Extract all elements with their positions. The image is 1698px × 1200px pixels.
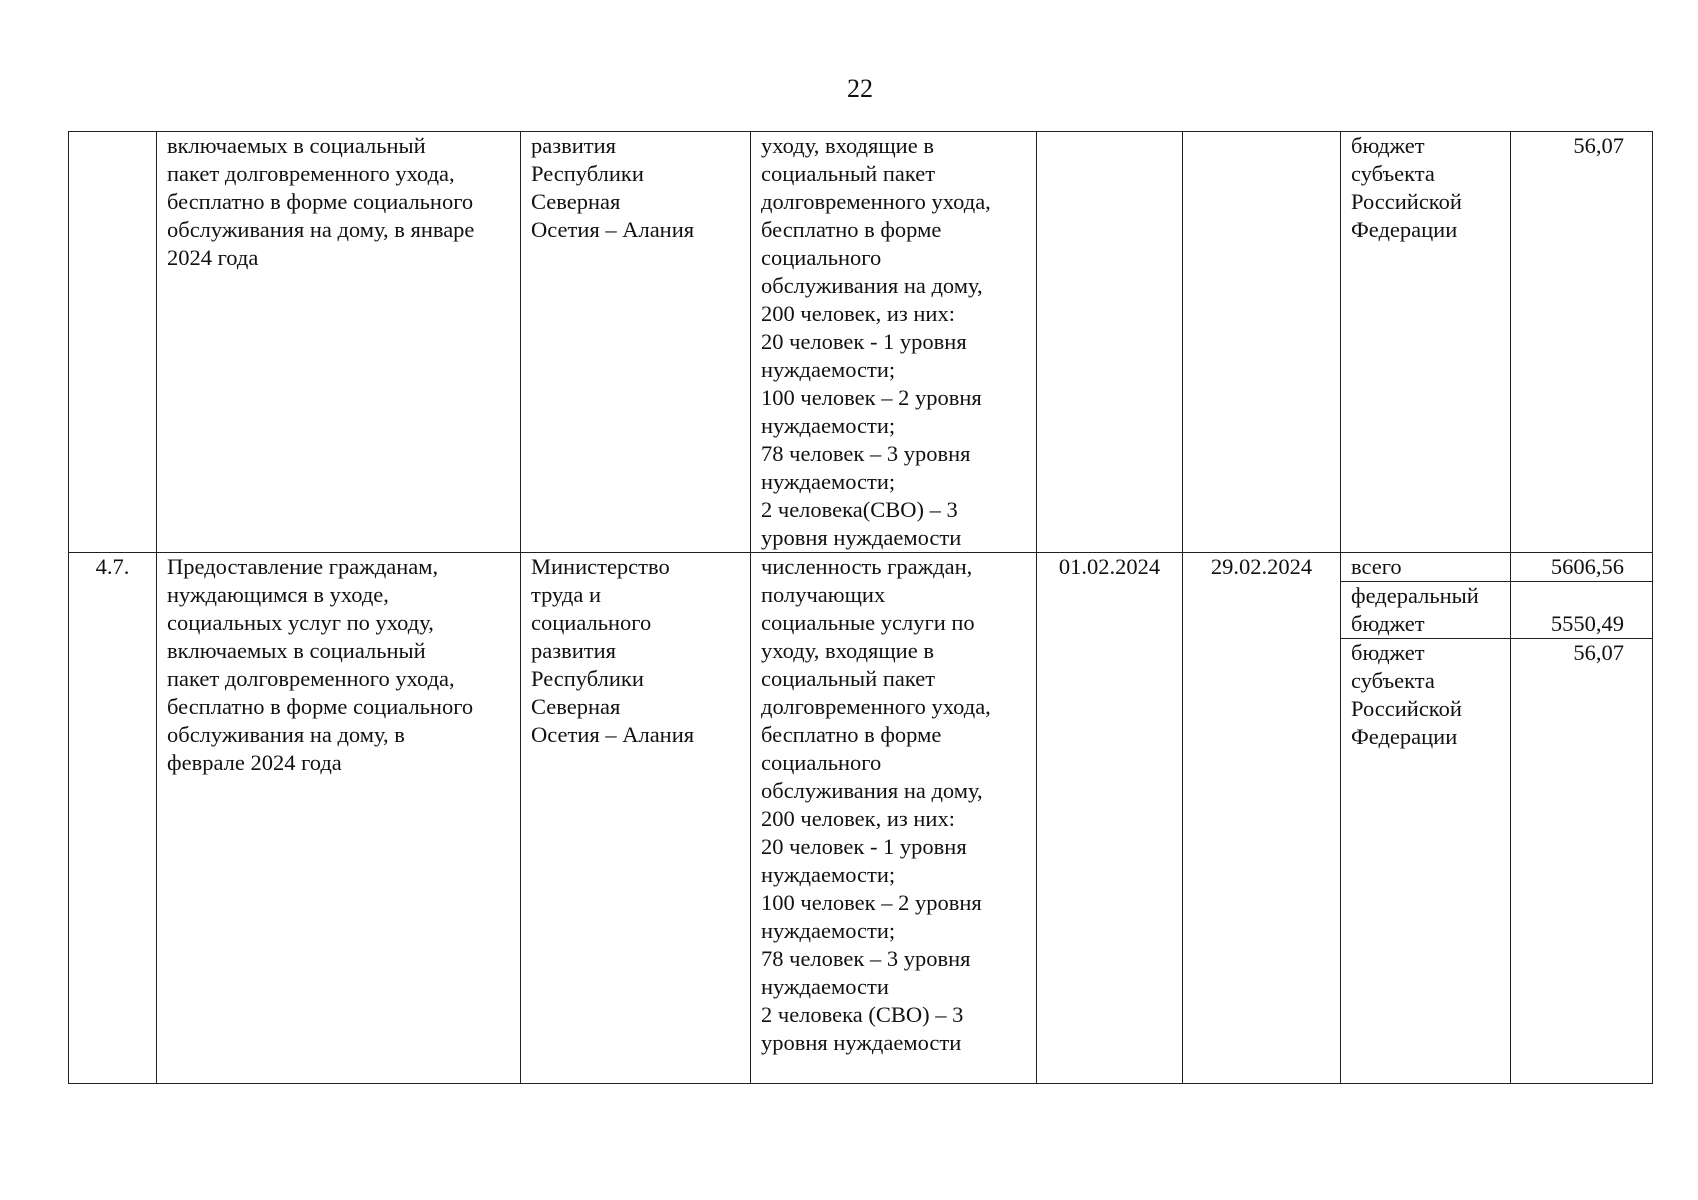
funding-amount: 56,07	[1511, 132, 1653, 553]
funding-source-regional: бюджет субъекта Российской Федерации	[1351, 640, 1462, 749]
row-number	[69, 132, 157, 553]
table-row	[69, 132, 1653, 553]
funding-source-total: всего	[1341, 553, 1510, 582]
funding-amount-federal-value: 5550,49	[1550, 611, 1624, 636]
indicator: численность граждан, получающих социальные услуги по уходу, входящие в социальный пакет долговременного ухода, бесплатно в форме социального обслуживания на дому, 200 человек, из них: 20 человек - 1 уровня нуждаемости; 100 человек – 2 уровня нуждаемости; 78 человек – 3 уровня нуждаемости 2 человека (СВО) – 3 уровня нуждаемости	[751, 553, 1037, 1084]
funding-amount-total: 5606,56	[1511, 553, 1652, 582]
executor: развития Республики Северная Осетия – Алания	[521, 132, 751, 553]
event-description: Предоставление гражданам, нуждающимся в уходе, социальных услуг по уходу, включаемых в социальный пакет долговременного ухода, бесплатно в форме социального обслуживания на дому, в феврале 2024 года	[157, 553, 521, 1084]
funding-amount-regional: 56,07	[1573, 640, 1624, 665]
funding-amount-federal	[1511, 582, 1652, 639]
indicator: уходу, входящие в социальный пакет долговременного ухода, бесплатно в форме социального обслуживания на дому, 200 человек, из них: 20 человек - 1 уровня нуждаемости; 100 человек – 2 уровня нуждаемости; 78 человек – 3 уровня нуждаемости; 2 человека(СВО) – 3 уровня нуждаемости	[751, 132, 1037, 553]
funding-source-federal: федеральный бюджет	[1341, 582, 1510, 639]
end-date: 29.02.2024	[1183, 553, 1341, 1084]
funding-amounts	[1511, 553, 1653, 1084]
start-date: 01.02.2024	[1037, 553, 1183, 1084]
start-date	[1037, 132, 1183, 553]
funding-source: бюджет субъекта Российской Федерации	[1341, 132, 1511, 553]
page-number: 22	[847, 74, 873, 103]
event-description: включаемых в социальный пакет долговременного ухода, бесплатно в форме социального обслуживания на дому, в январе 2024 года	[157, 132, 521, 553]
table-row	[69, 553, 1653, 1084]
end-date	[1183, 132, 1341, 553]
funding-sources	[1341, 553, 1511, 1084]
measures-table	[68, 131, 1653, 1084]
executor: Министерство труда и социального развития Республики Северная Осетия – Алания	[521, 553, 751, 1084]
row-number: 4.7.	[69, 553, 157, 1084]
